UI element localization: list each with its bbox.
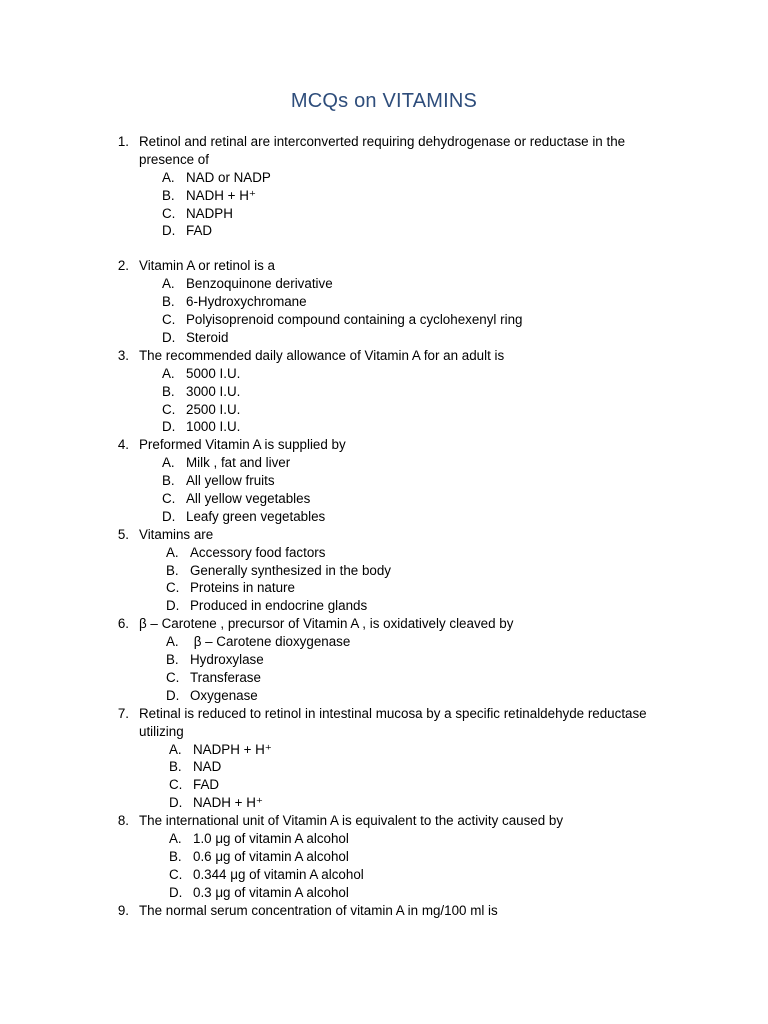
option-letter: A. bbox=[166, 634, 179, 650]
option-list bbox=[0, 275, 768, 347]
option-letter: C. bbox=[162, 401, 176, 417]
option-list bbox=[0, 454, 768, 526]
question-list bbox=[0, 133, 768, 919]
question-text: Vitamins are bbox=[139, 526, 214, 542]
option-letter: A. bbox=[162, 276, 175, 292]
question-text: The normal serum concentration of vitamin A in mg/100 ml is bbox=[139, 902, 498, 918]
option-letter: B. bbox=[166, 652, 179, 668]
question-text: The international unit of Vitamin A is equivalent to the activity caused by bbox=[139, 813, 564, 829]
document-title: MCQs on VITAMINS bbox=[290, 90, 478, 112]
question-number: 9. bbox=[117, 902, 129, 918]
question-1 bbox=[0, 133, 768, 240]
question-2 bbox=[0, 257, 768, 346]
option-text: 1.0 μg of vitamin A alcohol bbox=[193, 831, 349, 846]
option-text: NAD or NADP bbox=[186, 169, 271, 185]
option-c bbox=[0, 311, 768, 329]
option-letter: D. bbox=[162, 419, 176, 435]
option-text: Accessory food factors bbox=[190, 544, 326, 560]
option-text: FAD bbox=[193, 777, 220, 793]
option-a bbox=[0, 544, 768, 562]
option-letter: B. bbox=[162, 294, 175, 310]
option-letter: C. bbox=[162, 312, 176, 328]
option-c bbox=[0, 669, 768, 687]
option-text: Steroid bbox=[186, 329, 229, 345]
option-text: 1000 I.U. bbox=[186, 419, 241, 435]
question-4 bbox=[0, 436, 768, 525]
option-text: NADH + H⁺ bbox=[193, 795, 263, 811]
option-text: All yellow fruits bbox=[186, 473, 275, 489]
option-letter: B. bbox=[162, 383, 175, 399]
option-c bbox=[0, 579, 768, 597]
option-d bbox=[0, 597, 768, 615]
option-text: Generally synthesized in the body bbox=[190, 562, 391, 578]
option-text: Milk , fat and liver bbox=[186, 455, 291, 471]
option-text: Hydroxylase bbox=[190, 652, 264, 668]
option-d bbox=[0, 687, 768, 705]
option-b bbox=[0, 383, 768, 401]
option-d bbox=[0, 884, 768, 902]
option-letter: D. bbox=[162, 508, 176, 524]
question-text: Retinal is reduced to retinol in intestinal mucosa by a specific retinaldehyde reductase utilizing bbox=[139, 705, 647, 739]
question-3 bbox=[0, 347, 768, 436]
option-letter: A. bbox=[162, 365, 175, 381]
option-b bbox=[0, 848, 768, 866]
option-text: Leafy green vegetables bbox=[186, 508, 326, 524]
option-text: Transferase bbox=[190, 669, 261, 685]
option-letter: A. bbox=[162, 169, 175, 185]
option-list bbox=[0, 365, 768, 437]
question-6 bbox=[0, 615, 768, 704]
option-a bbox=[0, 633, 768, 651]
option-d bbox=[0, 508, 768, 526]
option-text: FAD bbox=[186, 223, 213, 239]
option-text: All yellow vegetables bbox=[186, 491, 311, 506]
option-a bbox=[0, 830, 768, 848]
option-text: 5000 I.U. bbox=[186, 365, 241, 381]
question-text: Vitamin A or retinol is a bbox=[139, 258, 275, 274]
option-a bbox=[0, 365, 768, 383]
option-text: NADPH bbox=[186, 205, 233, 221]
option-c bbox=[0, 205, 768, 223]
option-text: NAD bbox=[193, 759, 222, 775]
option-c bbox=[0, 866, 768, 884]
option-letter: C. bbox=[166, 580, 180, 596]
spacer bbox=[0, 240, 768, 257]
option-d bbox=[0, 418, 768, 436]
question-number: 6. bbox=[117, 616, 129, 632]
option-letter: D. bbox=[166, 687, 180, 703]
option-letter: C. bbox=[162, 205, 176, 221]
option-list bbox=[0, 741, 768, 813]
option-letter: A. bbox=[162, 455, 175, 471]
option-letter: A. bbox=[169, 831, 182, 846]
option-letter: D. bbox=[162, 223, 176, 239]
option-list bbox=[0, 633, 768, 705]
option-c bbox=[0, 490, 768, 508]
question-number: 8. bbox=[117, 813, 129, 829]
option-text: NADH + H⁺ bbox=[186, 187, 256, 203]
option-letter: B. bbox=[166, 562, 179, 578]
option-letter: B. bbox=[162, 187, 175, 203]
option-c bbox=[0, 401, 768, 419]
option-b bbox=[0, 562, 768, 580]
question-number: 1. bbox=[117, 134, 129, 149]
option-letter: C. bbox=[169, 866, 183, 882]
option-a bbox=[0, 454, 768, 472]
question-text: Retinol and retinal are interconverted requiring dehydrogenase or reductase in the presence of bbox=[139, 134, 626, 167]
option-d bbox=[0, 329, 768, 347]
option-text: 0.344 μg of vitamin A alcohol bbox=[193, 866, 364, 882]
option-a bbox=[0, 275, 768, 293]
option-text: NADPH + H⁺ bbox=[193, 741, 272, 757]
option-list bbox=[0, 544, 768, 616]
option-c bbox=[0, 776, 768, 794]
option-text: Oxygenase bbox=[190, 687, 258, 703]
option-b bbox=[0, 758, 768, 776]
option-b bbox=[0, 187, 768, 205]
option-letter: D. bbox=[169, 884, 183, 900]
question-number: 7. bbox=[117, 705, 129, 721]
option-letter: D. bbox=[162, 329, 176, 345]
question-text: The recommended daily allowance of Vitamin A for an adult is bbox=[139, 347, 505, 363]
option-text: 0.6 μg of vitamin A alcohol bbox=[193, 848, 349, 864]
option-letter: B. bbox=[162, 473, 175, 489]
option-letter: C. bbox=[166, 669, 180, 685]
option-letter: D. bbox=[166, 598, 180, 614]
option-a bbox=[0, 169, 768, 187]
question-number: 2. bbox=[117, 258, 129, 274]
option-letter: A. bbox=[166, 544, 179, 560]
option-text: 0.3 μg of vitamin A alcohol bbox=[193, 884, 349, 900]
option-text: Benzoquinone derivative bbox=[186, 276, 333, 292]
option-text: Proteins in nature bbox=[190, 580, 295, 596]
option-letter: D. bbox=[169, 795, 183, 811]
question-7 bbox=[0, 705, 768, 812]
option-b bbox=[0, 651, 768, 669]
option-text: β – Carotene dioxygenase bbox=[190, 634, 351, 650]
option-a bbox=[0, 741, 768, 759]
option-text: 3000 I.U. bbox=[186, 383, 241, 399]
question-text: β – Carotene , precursor of Vitamin A , is oxidatively cleaved by bbox=[139, 616, 514, 632]
option-d bbox=[0, 222, 768, 240]
option-text: Produced in endocrine glands bbox=[190, 598, 368, 614]
option-letter: B. bbox=[169, 848, 182, 864]
question-5 bbox=[0, 526, 768, 615]
question-number: 3. bbox=[117, 347, 129, 363]
question-text: Preformed Vitamin A is supplied by bbox=[139, 437, 346, 453]
option-list bbox=[0, 169, 768, 241]
option-b bbox=[0, 472, 768, 490]
question-8 bbox=[0, 812, 768, 901]
option-list bbox=[0, 830, 768, 902]
option-text: 6-Hydroxychromane bbox=[186, 294, 307, 310]
option-b bbox=[0, 293, 768, 311]
option-text: 2500 I.U. bbox=[186, 401, 241, 417]
option-letter: B. bbox=[169, 759, 182, 775]
option-d bbox=[0, 794, 768, 812]
option-letter: C. bbox=[169, 777, 183, 793]
option-letter: C. bbox=[162, 491, 176, 506]
option-text: Polyisoprenoid compound containing a cyclohexenyl ring bbox=[186, 312, 523, 328]
question-number: 4. bbox=[117, 437, 129, 453]
question-9 bbox=[0, 902, 768, 920]
question-number: 5. bbox=[117, 526, 129, 542]
option-letter: A. bbox=[169, 741, 182, 757]
